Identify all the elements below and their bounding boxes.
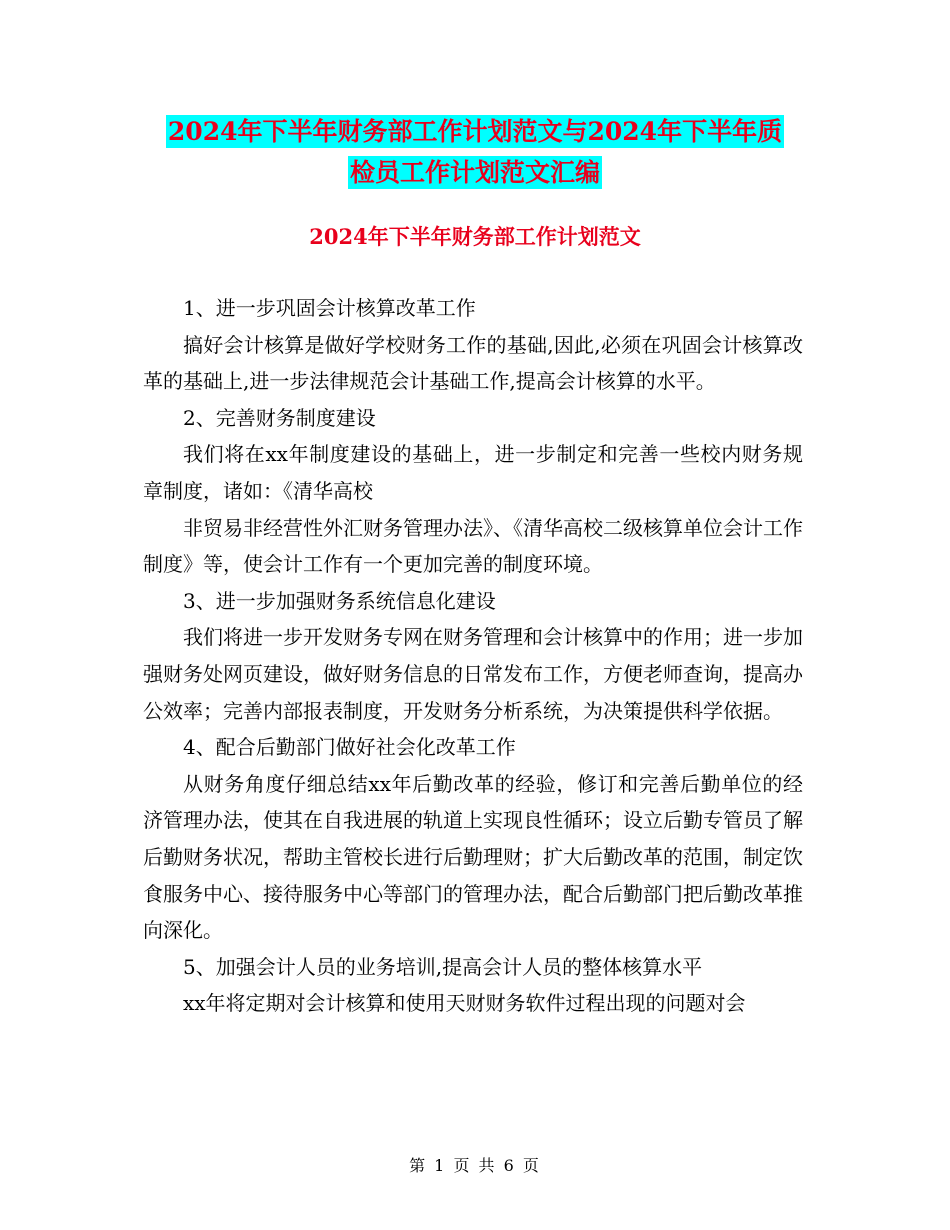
heading-1: 1、进一步巩固会计核算改革工作	[183, 296, 476, 320]
page-footer: 第 1 页 共 6 页	[409, 1156, 541, 1175]
paragraph: 非贸易非经营性外汇财务管理办法》、《清华高校二级核算单位会计工作制度》等，使会计工作有一个更加完善的制度环境。	[143, 515, 803, 577]
paragraph: 我们将在xx年制度建设的基础上，进一步制定和完善一些校内财务规章制度，诸如：《清华高校	[143, 442, 803, 503]
section-title: 2024年下半年财务部工作计划范文	[309, 224, 641, 249]
paragraph: xx年将定期对会计核算和使用天财财务软件过程出现的问题对会	[183, 991, 746, 1016]
heading-2: 2、完善财务制度建设	[183, 405, 376, 430]
document-title-line-2: 检员工作计划范文汇编	[349, 158, 600, 187]
document-title-line-1: 2024年下半年财务部工作计划范文与2024年下半年质	[167, 117, 783, 146]
heading-3: 3、进一步加强财务系统信息化建设	[183, 588, 496, 613]
paragraph: 从财务角度仔细总结xx年后勤改革的经验，修订和完善后勤单位的经济管理办法，使其在自我进展的轨道上实现良性循环；设立后勤专管员了解后勤财务状况，帮助主管校长进行后勤理财；扩大后勤改革的范围，制定饮食服务中心、接待服务中心等部门的管理办法，配合后勤部门把后勤改革推向深化。	[143, 771, 803, 943]
heading-4: 4、配合后勤部门做好社会化改革工作	[183, 735, 516, 760]
heading-5: 5、加强会计人员的业务培训,提高会计人员的整体核算水平	[183, 954, 703, 979]
document-body	[143, 290, 803, 1022]
paragraph: 搞好会计核算是做好学校财务工作的基础,因此,必须在巩固会计核算改革的基础上,进一步法律规范会计基础工作,提高会计核算的水平。	[143, 332, 803, 394]
paragraph: 我们将进一步开发财务专网在财务管理和会计核算中的作用；进一步加强财务处网页建设，做好财务信息的日常发布工作，方便老师查询，提高办公效率；完善内部报表制度，开发财务分析系统，为决策提供科学依据。	[143, 625, 803, 723]
